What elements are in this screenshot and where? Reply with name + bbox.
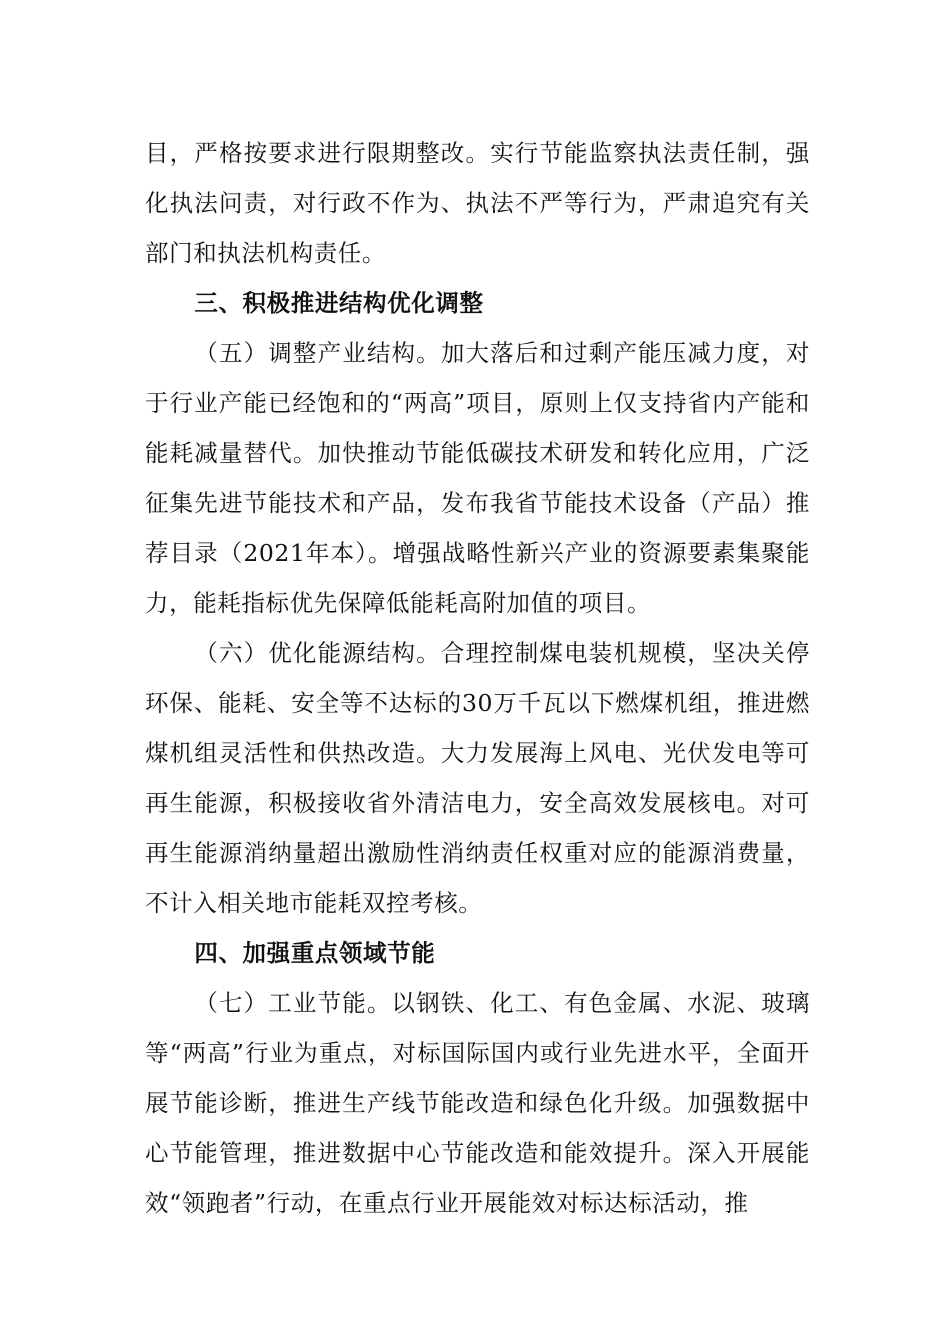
- document-body: [145, 128, 810, 1228]
- section-heading-4: 四、加强重点领域节能: [194, 939, 436, 967]
- paragraph-item-7: （七）工业节能。以钢铁、化工、有色金属、水泥、玻璃等“两高”行业为重点，对标国际国内或行业先进水平，全面开展节能诊断，推进生产线节能改造和绿色化升级。加强数据中心节能管理，推进数据中心节能改造和能效提升。深入开展能效“领跑者”行动，在重点行业开展能效对标达标活动，推: [145, 989, 810, 1217]
- paragraph-continued: 目，严格按要求进行限期整改。实行节能监察执法责任制，强化执法问责，对行政不作为、执法不严等行为，严肃追究有关部门和执法机构责任。: [145, 139, 810, 267]
- paragraph-item-5: （五）调整产业结构。加大落后和过剩产能压减力度，对于行业产能已经饱和的“两高”项目，原则上仅支持省内产能和能耗减量替代。加快推动节能低碳技术研发和转化应用，广泛征集先进节能技术和产品，发布我省节能技术设备（产品）推荐目录（2021年本）。增强战略性新兴产业的资源要素集聚能力，能耗指标优先保障低能耗高附加值的项目。: [145, 339, 810, 617]
- section-heading-3: 三、积极推进结构优化调整: [194, 289, 484, 317]
- paragraph-item-6: （六）优化能源结构。合理控制煤电装机规模，坚决关停环保、能耗、安全等不达标的30万千瓦以下燃煤机组，推进燃煤机组灵活性和供热改造。大力发展海上风电、光伏发电等可再生能源，积极接收省外清洁电力，安全高效发展核电。对可再生能源消纳量超出激励性消纳责任权重对应的能源消费量，不计入相关地市能耗双控考核。: [145, 639, 810, 917]
